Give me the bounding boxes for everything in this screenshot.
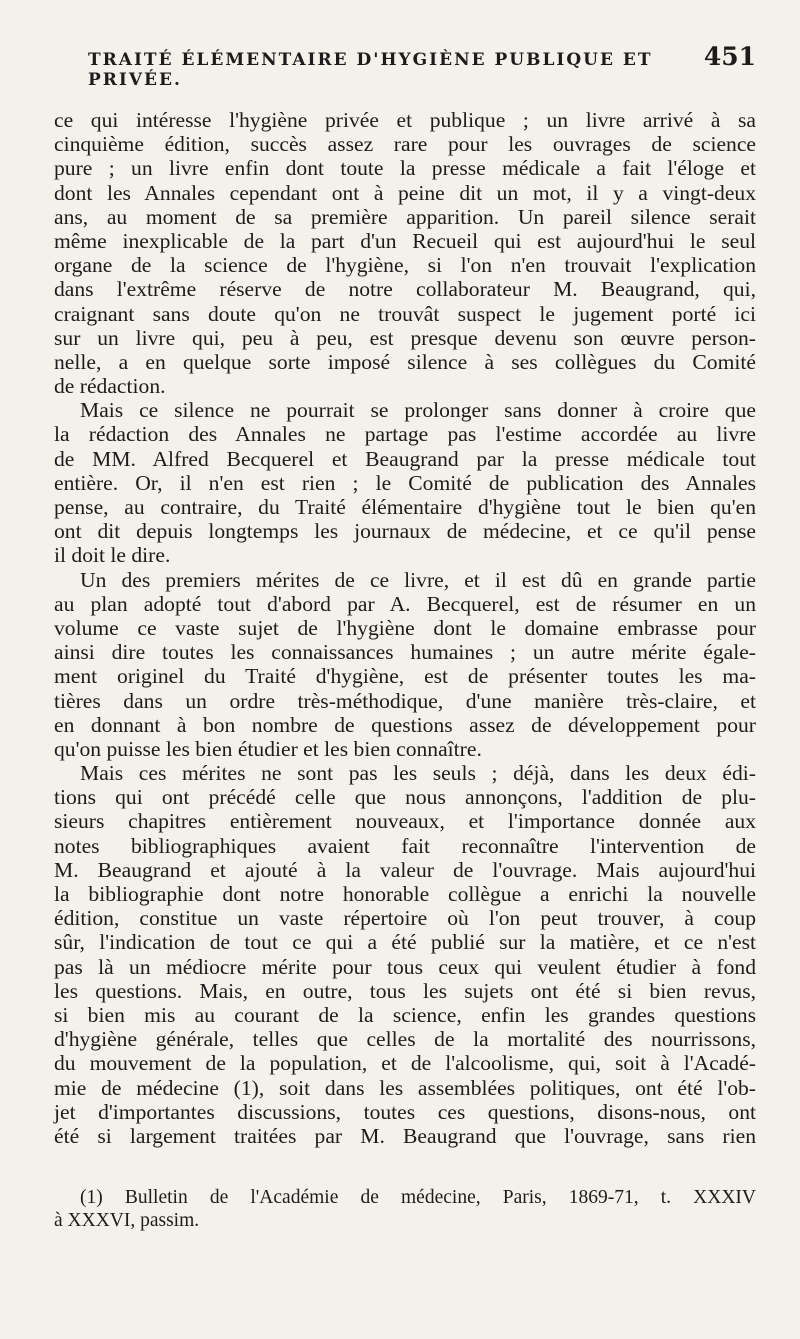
- text-line: sur un livre qui, peu à peu, est presque devenu son œuvre person-: [54, 325, 756, 350]
- text-line: dans l'extrême réserve de notre collaborateur M. Beaugrand, qui,: [54, 277, 756, 302]
- text-line: ce qui intéresse l'hygiène privée et publique ; un livre arrivé à sa: [54, 108, 756, 132]
- text-line: tions qui ont précédé celle que nous annonçons, l'addition de plu-: [54, 785, 756, 810]
- footnote-line: (1) Bulletin de l'Académie de médecine, Paris, 1869-71, t. XXXIV: [80, 1187, 756, 1209]
- text-line: édition, constitue un vaste répertoire où l'on peut trouver, à coup: [54, 906, 756, 931]
- text-line: il doit le dire.: [54, 543, 171, 568]
- text-line: de rédaction.: [54, 374, 166, 399]
- text-line: M. Beaugrand et ajouté à la valeur de l'ouvrage. Mais aujourd'hui: [54, 857, 756, 882]
- text-line: sûr, l'indication de tout ce qui a été publié sur la matière, et ce n'est: [54, 930, 756, 955]
- text-line: qu'on puisse les bien étudier et les bien connaître.: [54, 736, 482, 761]
- text-line: tières dans un ordre très-méthodique, d'une manière très-claire, et: [54, 688, 756, 713]
- running-title: TRAITÉ ÉLÉMENTAIRE D'HYGIÈNE PUBLIQUE ET PRIVÉE.: [88, 50, 653, 90]
- text-line: dont les Annales cependant ont à peine dit un mot, il y a vingt-deux: [54, 180, 756, 205]
- text-line: pas là un médiocre mérite pour tous ceux qui veulent étudier à fond: [54, 954, 756, 979]
- text-line: craignant sans doute qu'on ne trouvât suspect le jugement porté ici: [54, 301, 756, 326]
- text-line: d'hygiène générale, telles que celles de la mortalité des nourrissons,: [54, 1027, 756, 1052]
- text-line: notes bibliographiques avaient fait reconnaître l'intervention de: [54, 833, 756, 858]
- text-line: pure ; un livre enfin dont toute la presse médicale a fait l'éloge et: [54, 156, 756, 181]
- text-line: la rédaction des Annales ne partage pas l'estime accordée au livre: [54, 422, 756, 447]
- text-line: du mouvement de la population, et de l'alcoolisme, qui, soit à l'Acadé-: [54, 1051, 756, 1076]
- text-line: nelle, a en quelque sorte imposé silence à ses collègues du Comité: [54, 349, 756, 374]
- text-line: de MM. Alfred Becquerel et Beaugrand par la presse médicale tout: [54, 446, 756, 471]
- text-line: volume ce vaste sujet de l'hygiène dont le domaine embrasse pour: [54, 615, 756, 640]
- text-line: si bien mis au courant de la science, enfin les grandes questions: [54, 1002, 756, 1027]
- body-text: [54, 108, 756, 1148]
- text-line: ainsi dire toutes les connaissances humaines ; un autre mérite égale-: [54, 640, 756, 665]
- text-line: organe de la science de l'hygiène, si l'on n'en trouvait l'explication: [54, 253, 756, 278]
- text-line: pense, au contraire, du Traité élémentaire d'hygiène tout le bien qu'en: [54, 495, 756, 519]
- text-line: sieurs chapitres entièrement nouveaux, et l'importance donnée aux: [54, 809, 756, 834]
- text-line: jet d'importantes discussions, toutes ces questions, disons-nous, ont: [54, 1099, 756, 1124]
- footnote: [54, 1186, 756, 1232]
- text-line: ment originel du Traité d'hygiène, est de présenter toutes les ma-: [54, 664, 756, 689]
- text-line: les questions. Mais, en outre, tous les sujets ont été si bien revus,: [54, 978, 756, 1003]
- running-header: [54, 42, 756, 90]
- page-number: 451: [703, 42, 756, 71]
- text-line: entière. Or, il n'en est rien ; le Comité de publication des Annales: [54, 470, 756, 495]
- text-line: été si largement traitées par M. Beaugrand que l'ouvrage, sans rien: [54, 1123, 756, 1148]
- text-line: ans, au moment de sa première apparition. Un pareil silence serait: [54, 204, 756, 229]
- text-line: mie de médecine (1), soit dans les assemblées politiques, ont été l'ob-: [54, 1075, 756, 1100]
- text-line: cinquième édition, succès assez rare pour les ouvrages de science: [54, 132, 756, 157]
- paragraph-start-line: Mais ce silence ne pourrait se prolonger sans donner à croire que: [80, 398, 756, 423]
- text-line: en donnant à bon nombre de questions assez de développement pour: [54, 712, 756, 737]
- text-line: même inexplicable de la part d'un Recueil qui est aujourd'hui le seul: [54, 228, 756, 253]
- text-line: la bibliographie dont notre honorable collègue a enrichi la nouvelle: [54, 882, 756, 906]
- paragraph-start-line: Mais ces mérites ne sont pas les seuls ; déjà, dans les deux édi-: [80, 761, 756, 786]
- text-line: ont dit depuis longtemps les journaux de médecine, et ce qu'il pense: [54, 519, 756, 544]
- paragraph-start-line: Un des premiers mérites de ce livre, et il est dû en grande partie: [80, 567, 756, 592]
- text-line: au plan adopté tout d'abord par A. Becquerel, est de résumer en un: [54, 591, 756, 616]
- footnote-line: à XXXVI, passim.: [54, 1210, 200, 1232]
